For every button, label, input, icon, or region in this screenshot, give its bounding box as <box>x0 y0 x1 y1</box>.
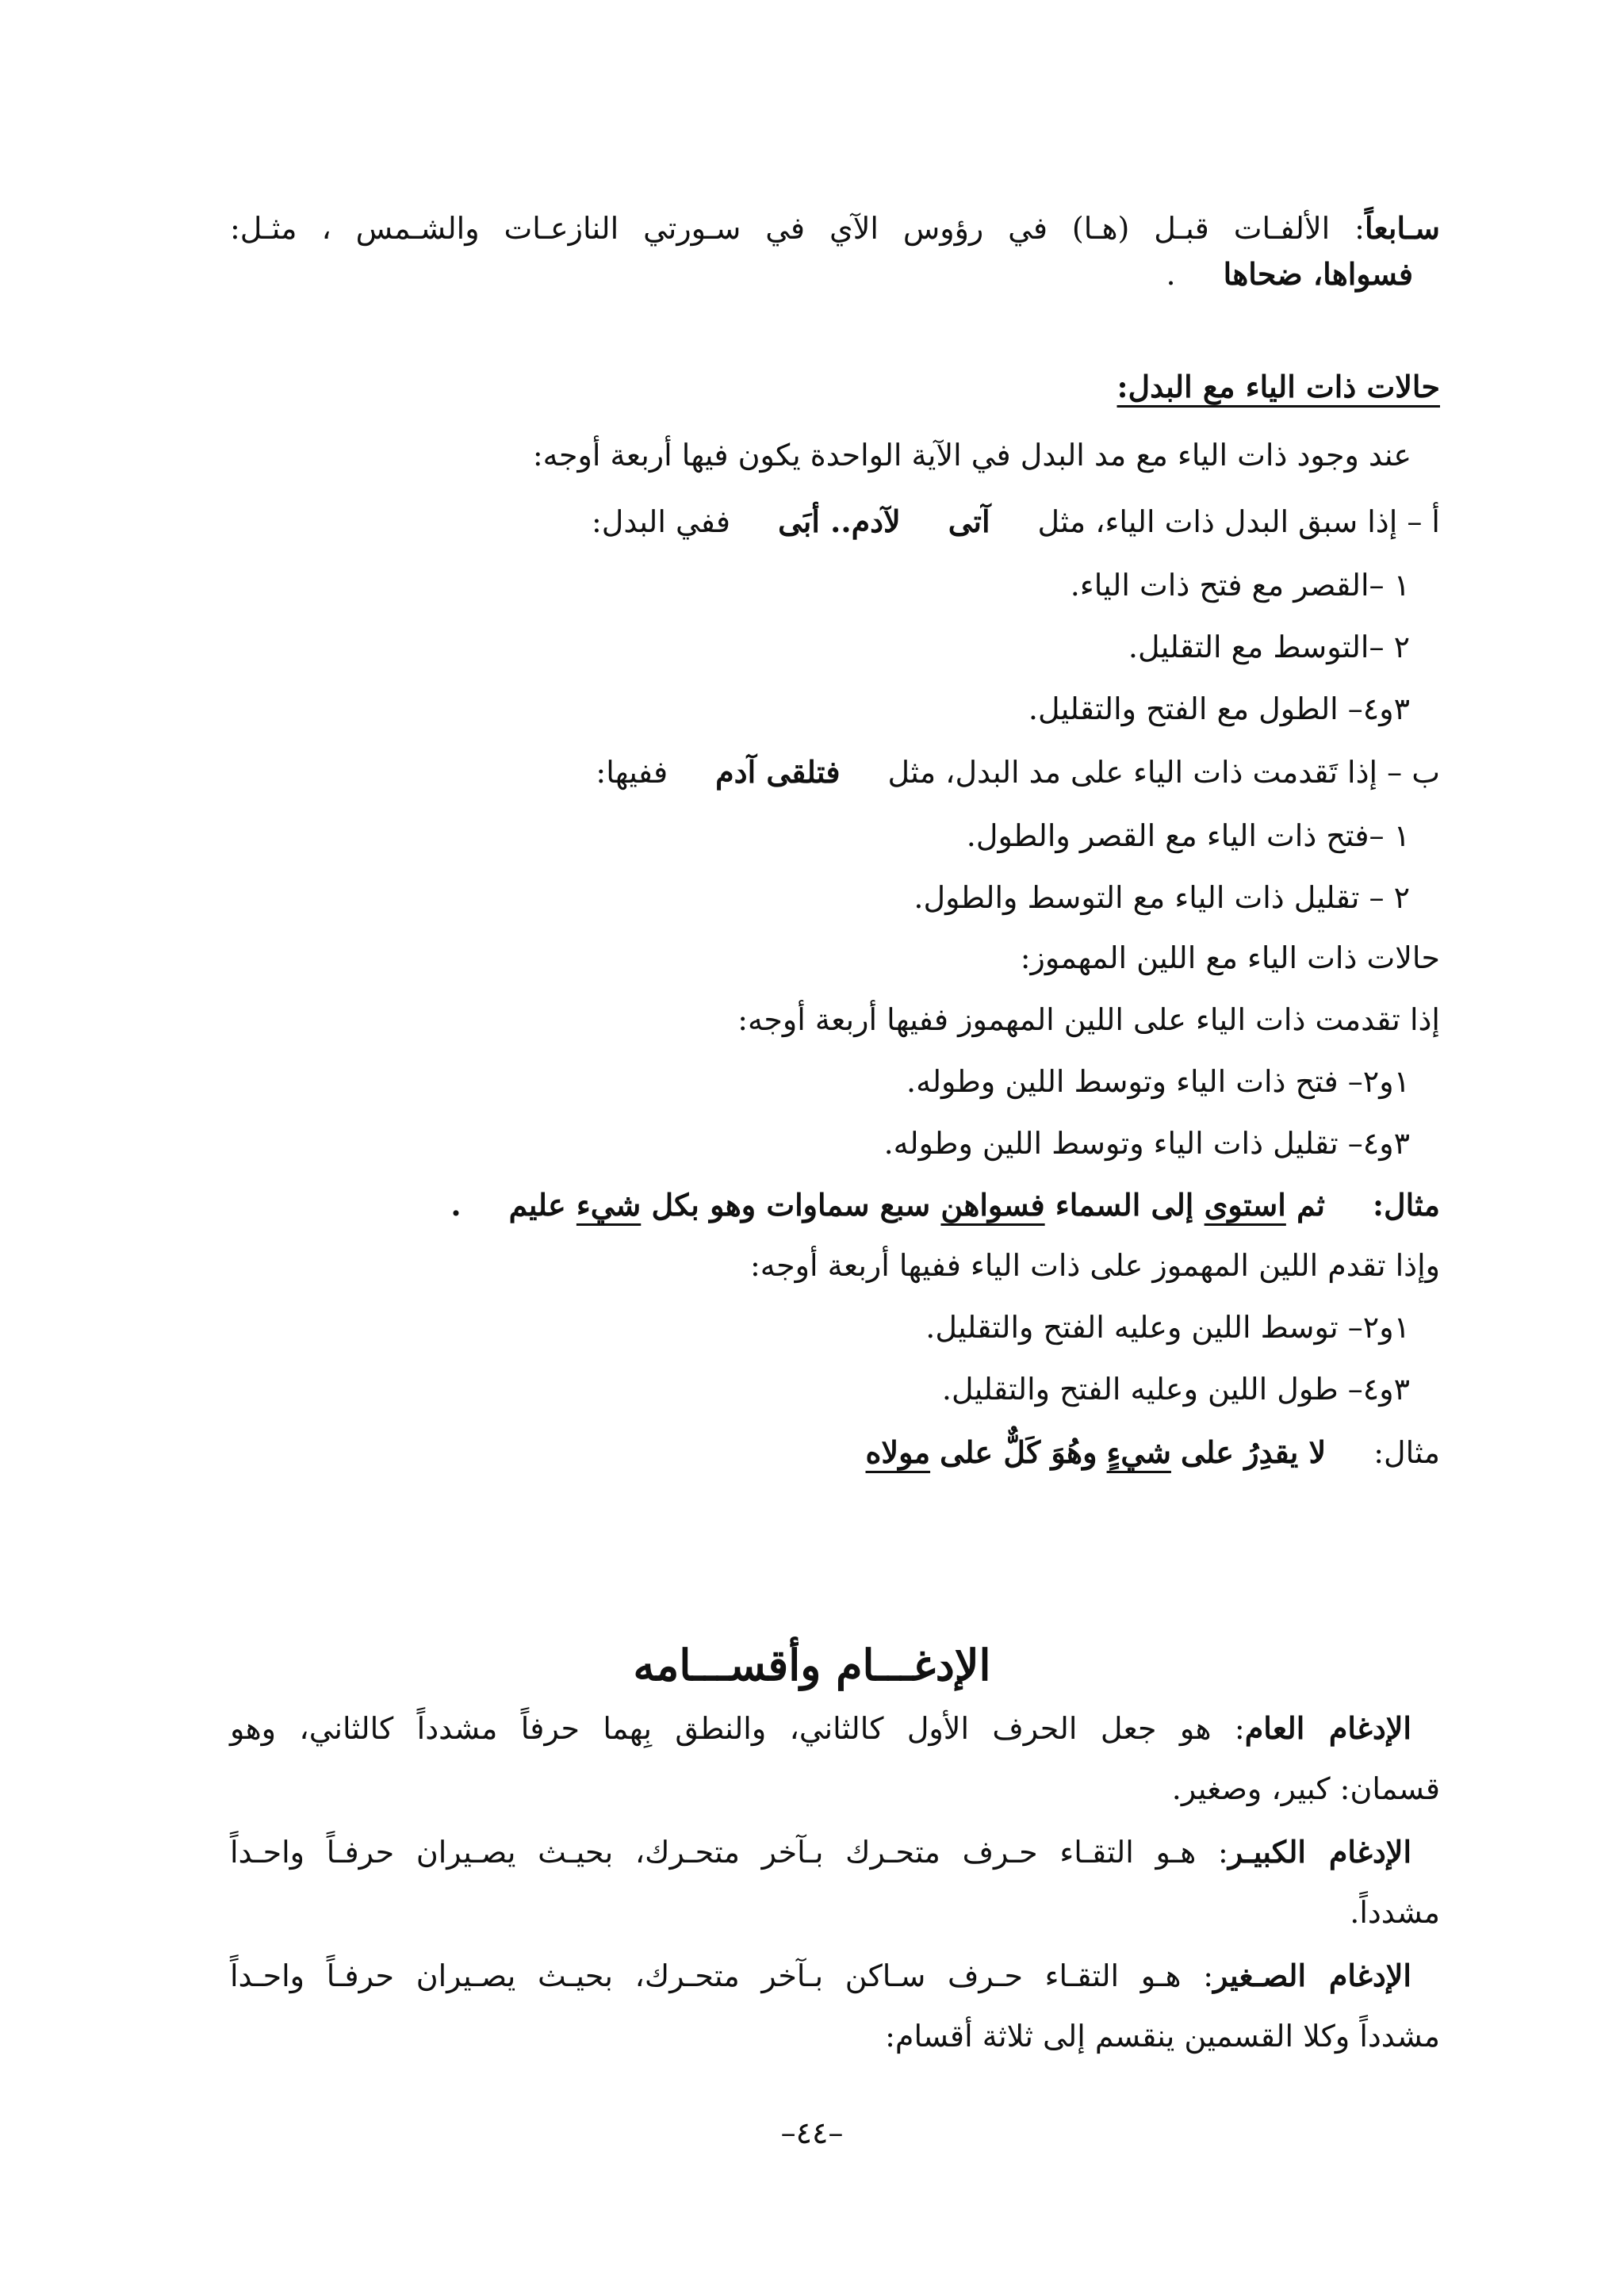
idgham-small-label: الإدغام الصـغير <box>1213 1958 1411 1993</box>
idgham-heading: الإدغـــام وأقســـامه <box>633 1640 991 1690</box>
idgham-big-label: الإدغام الكبيـر <box>1228 1834 1411 1870</box>
case-b-item: ١ –فتح ذات الياء مع القصر والطول. <box>966 818 1410 853</box>
ya-badal-case-b <box>596 748 1440 796</box>
ya-leen-item: ١و٢– فتح ذات الياء وتوسط اللين وطوله. <box>906 1064 1410 1099</box>
page-number: –٤٤– <box>780 2115 844 2150</box>
seventh-example-line <box>1166 251 1413 298</box>
example-2-label: مثال: <box>1373 1435 1440 1470</box>
case-b-suffix: ففيها: <box>596 755 668 790</box>
case-a-item: ١ –القصر مع فتح ذات الياء. <box>1070 568 1410 603</box>
idgham-small-line-1 <box>230 1952 1411 2000</box>
ya-leen-example-2 <box>866 1429 1441 1476</box>
seventh-example: فسواها، ضحاها <box>1223 256 1413 292</box>
ya-leen-item: ١و٢– توسط اللين وعليه الفتح والتقليل. <box>925 1310 1410 1345</box>
example-1-part: ثم <box>1297 1187 1325 1223</box>
idgham-small-text: : هـو التقـاء حـرف سـاكن بـآخر متحـرك، بحيـث يصـيران حرفـاً واحـداً <box>230 1958 1214 1993</box>
idgham-general-label: الإدغام العام <box>1244 1710 1411 1746</box>
ya-leen-example-1 <box>450 1181 1440 1229</box>
idgham-big-text: : هـو التقـاء حـرف متحـرك بـآخر متحـرك، بحيـث يصـيران حرفـاً واحـداً <box>230 1835 1228 1870</box>
case-b-prefix: ب – إذا تَقدمت ذات الياء على مد البدل، مثل <box>887 755 1440 790</box>
example-1-part: فسواهن <box>940 1187 1045 1223</box>
case-a-item: ٣و٤– الطول مع الفتح والتقليل. <box>1028 691 1410 726</box>
section-title-ya-badal: حالات ذات الياء مع البدل: <box>1116 369 1440 404</box>
example-2-part: شيءٍ <box>1106 1434 1171 1470</box>
ya-leen-intro-2: وإذا تقدم اللين المهموز على ذات الياء ففيها أربعة أوجه: <box>750 1248 1440 1283</box>
example-1-part: استوى <box>1204 1187 1286 1223</box>
ya-leen-item: ٣و٤– طول اللين وعليه الفتح والتقليل. <box>941 1372 1410 1407</box>
idgham-general-text: : هو جعل الحرف الأول كالثاني، والنطق بِهما حرفاً مشدداً كالثاني، وهو <box>230 1711 1245 1746</box>
section-title-ya-leen: حالات ذات الياء مع اللين المهموز: <box>1020 940 1440 975</box>
example-2-part: لا يقدِرُ على <box>1181 1434 1327 1470</box>
case-b-example: فتلقى آدم <box>715 754 841 790</box>
example-2-part: مولاه <box>865 1434 931 1470</box>
example-1-part: شيء <box>576 1187 642 1223</box>
example-1-part: إلى السماء <box>1055 1187 1194 1223</box>
example-1-part: عليم <box>508 1187 566 1223</box>
example-1-label: مثال: <box>1372 1187 1440 1223</box>
ya-badal-intro: عند وجود ذات الياء مع مد البدل في الآية الواحدة يكون فيها أربعة أوجه: <box>532 438 1411 473</box>
case-a-prefix: أ – إذا سبق البدل ذات الياء، مثل <box>1037 504 1440 539</box>
idgham-big-line-1 <box>230 1828 1411 1876</box>
seventh-line <box>230 205 1440 252</box>
idgham-general-line-2: قسمان: كبير، وصغير. <box>1171 1771 1440 1806</box>
case-a-example-2: لآدم.. أبَى <box>778 503 901 539</box>
case-a-suffix: ففي البدل: <box>591 504 731 539</box>
example-1-dot: . <box>450 1187 462 1223</box>
ya-leen-intro-1: إذا تقدمت ذات الياء على اللين المهموز ففيها أربعة أوجه: <box>737 1002 1440 1037</box>
ya-badal-case-a <box>592 498 1440 545</box>
example-1-part: سبع سماوات وهو بكل <box>651 1187 931 1223</box>
case-a-item: ٢ –التوسط مع التقليل. <box>1128 630 1410 664</box>
example-2-part: وهُوَ كَلٌّ على <box>940 1434 1097 1470</box>
idgham-small-line-2: مشدداً وكلا القسمين ينقسم إلى ثلاثة أقسام: <box>885 2019 1440 2054</box>
seventh-label: سـابعاً <box>1364 210 1440 246</box>
case-b-item: ٢ – تقليل ذات الياء مع التوسط والطول. <box>914 880 1410 915</box>
case-a-example-1: آتى <box>948 503 990 539</box>
ya-leen-item: ٣و٤– تقليل ذات الياء وتوسط اللين وطوله. <box>883 1126 1410 1161</box>
seventh-dot: . <box>1166 257 1176 292</box>
seventh-text: : الألفـات قبـل (هـا) في رؤوس الآي في سـورتي النازعـات والشـمس ، مثـل: <box>230 211 1365 246</box>
idgham-big-line-2: مشدداً. <box>1350 1895 1440 1930</box>
idgham-general-line-1 <box>230 1705 1411 1752</box>
